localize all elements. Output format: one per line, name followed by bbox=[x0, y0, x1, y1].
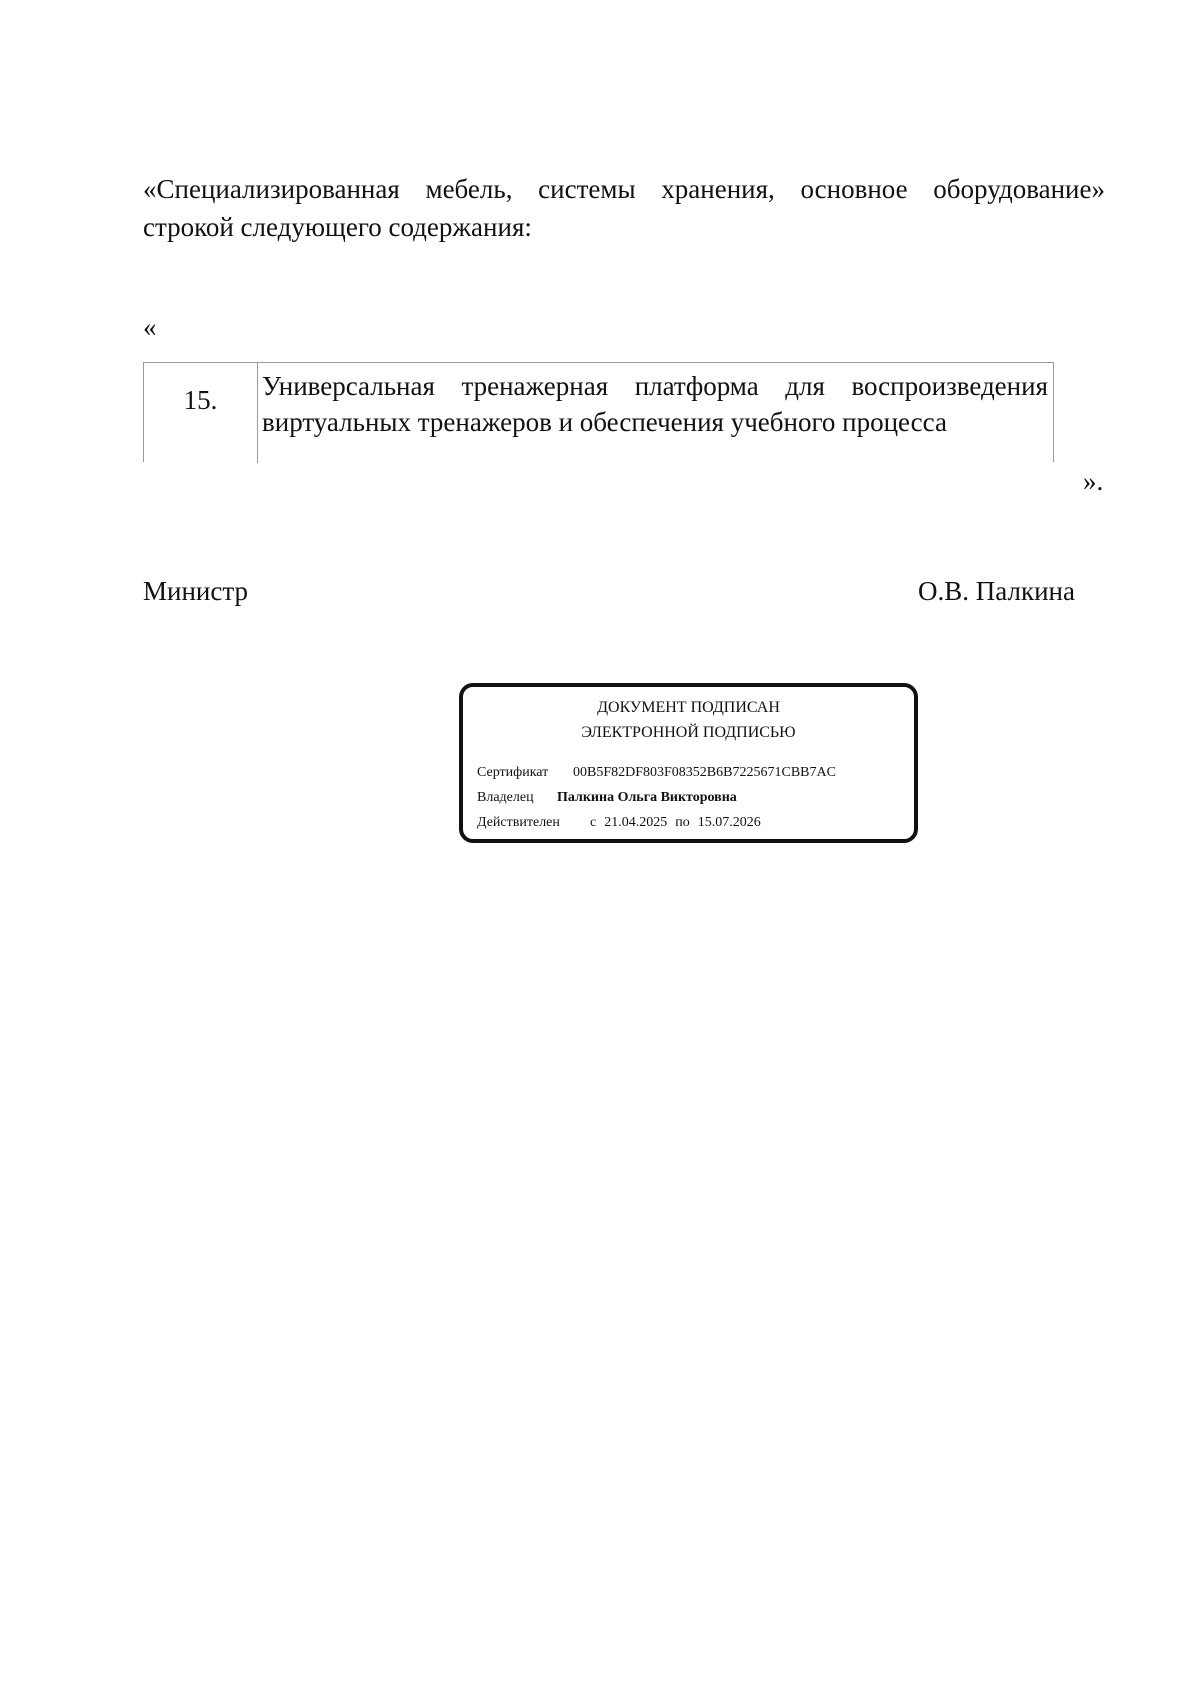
certificate-value: 00B5F82DF803F08352B6B7225671CBB7AC bbox=[573, 765, 836, 780]
signatory-title: Министр bbox=[143, 576, 248, 606]
valid-to-date: 15.07.2026 bbox=[697, 815, 761, 830]
row-number: 15. bbox=[144, 363, 258, 463]
stamp-validity-line bbox=[477, 813, 761, 833]
stamp-header-line-1: ДОКУМЕНТ ПОДПИСАН bbox=[597, 699, 780, 716]
valid-from-word: с bbox=[590, 815, 597, 830]
row-description-line-2: виртуальных тренажеров и обеспечения учебного процесса bbox=[262, 407, 947, 437]
validity-label: Действителен bbox=[477, 815, 560, 830]
signatory-name: О.В. Палкина bbox=[918, 576, 1075, 606]
row-description bbox=[262, 368, 1048, 440]
intro-line-1: «Специализированная мебель, системы хранения, основное оборудование» bbox=[143, 174, 1105, 204]
stamp-owner-line bbox=[477, 788, 737, 808]
row-description-line-1: Универсальная тренажерная платформа для воспроизведения bbox=[262, 371, 1048, 401]
intro-paragraph bbox=[143, 170, 1105, 246]
stamp-certificate-line bbox=[477, 763, 836, 783]
certificate-label: Сертификат bbox=[477, 765, 549, 780]
stamp-header-line-2: ЭЛЕКТРОННОЙ ПОДПИСЬЮ bbox=[581, 724, 796, 741]
opening-quote: « bbox=[143, 312, 157, 342]
closing-quote: ». bbox=[1083, 466, 1104, 496]
owner-value: Палкина Ольга Викторовна bbox=[557, 790, 737, 805]
intro-line-2: строкой следующего содержания: bbox=[143, 212, 532, 242]
inserted-table-row bbox=[143, 362, 1054, 462]
valid-to-word: по bbox=[675, 815, 690, 830]
owner-label: Владелец bbox=[477, 790, 534, 805]
electronic-signature-stamp bbox=[459, 683, 918, 843]
valid-from-date: 21.04.2025 bbox=[604, 815, 668, 830]
